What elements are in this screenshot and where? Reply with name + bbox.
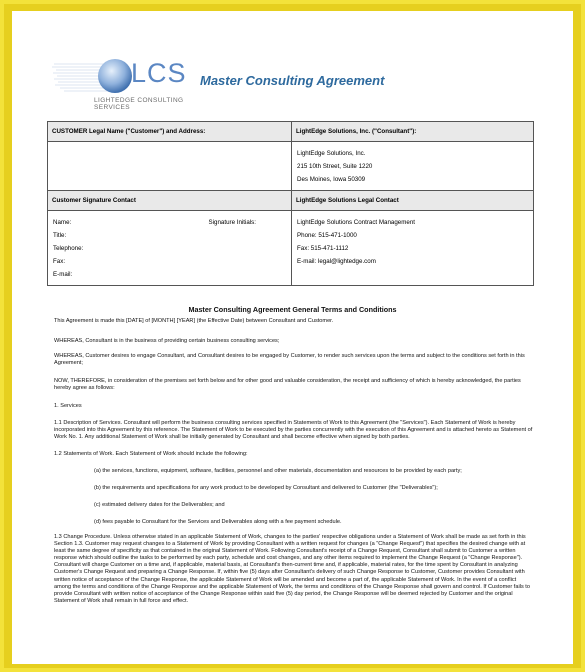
title-label: Title: [53,232,67,239]
document-title: Master Consulting Agreement [200,73,385,88]
customer-header: CUSTOMER Legal Name ("Customer") and Address: [52,128,206,135]
email-label: E-mail: [53,271,73,278]
consultant-contact-line: Fax: 515-471-1112 [297,245,349,252]
consultant-contact-line: LightEdge Solutions Contract Management [297,219,415,226]
customer-contact-cell[interactable] [48,211,292,286]
paragraph-now-therefore: NOW, THEREFORE, in consideration of the premises set forth below and for other good and valuable consideration, the receipt and sufficiency of which is hereby acknowledged, the parties hereby agree as follows: [54,378,521,392]
globe-icon [52,56,142,101]
consultant-address-line: LightEdge Solutions, Inc. [297,150,366,157]
customer-contact-header-cell [48,191,292,211]
company-logo [52,56,202,116]
list-item-c: (c) estimated delivery dates for the Deliverables; and [94,502,225,508]
section-1-1: 1.1 Description of Services. Consultant will perform the business consulting services specified in Statements of Work to this Agreement (the "Services"). Each Statement of Work is hereby incorporated into this Agreement by this reference. The Statement of Work to be executed by the parties concurrently with the execution of this Agreement and is attached hereto as Statement of Work No. 1. Any additional Statement of Work shall be initially generated by Consultant and shall become effective when signed by both parties. [54,420,533,441]
consultant-contact-header: LightEdge Solutions Legal Contact [296,197,399,204]
paragraph-whereas-2: WHEREAS, Customer desires to engage Consultant, and Consultant desires to be engaged by Customer, to render such services upon the terms and subject to the conditions set forth in this Agreement; [54,353,525,367]
consultant-contact-line: E-mail: legal@lightedge.com [297,258,376,265]
customer-header-cell [48,122,292,142]
logo-text: LCS [131,58,187,88]
customer-contact-header: Customer Signature Contact [52,197,136,204]
parties-table [47,121,534,286]
terms-title: Master Consulting Agreement General Terms and Conditions [188,305,397,314]
paragraph-whereas-1: WHEREAS, Consultant is in the business of providing certain business consulting services; [54,338,280,344]
list-item-d: (d) fees payable to Consultant for the Services and Deliverables along with a fee payment schedule. [94,519,342,525]
signature-initials-label: Signature Initials: [208,219,256,226]
consultant-header-cell [292,122,534,142]
telephone-label: Telephone: [53,245,84,252]
name-label: Name: [53,219,72,226]
consultant-address-line: 215 10th Street, Suite 1220 [297,163,373,170]
consultant-header: LightEdge Solutions, Inc. ("Consultant"): [296,128,417,135]
paragraph-effective-date: This Agreement is made this [DATE] of [MONTH] [YEAR] (the Effective Date) between Consultant and Customer. [54,318,334,324]
customer-address-cell[interactable] [48,142,292,191]
section-1-heading: 1. Services [54,403,82,409]
section-1-2: 1.2 Statements of Work. Each Statement of Work should include the following: [54,451,248,457]
consultant-address-line: Des Moines, Iowa 50309 [297,176,366,183]
document-page [12,11,573,664]
consultant-address-cell [292,142,534,191]
consultant-contact-line: Phone: 515-471-1000 [297,232,357,239]
logo-subtitle: LIGHTEDGE CONSULTING SERVICES [94,97,184,111]
consultant-contact-cell [292,211,534,286]
consultant-contact-header-cell [292,191,534,211]
section-1-3: 1.3 Change Procedure. Unless otherwise stated in an applicable Statement of Work, changes to the parties' respective obligations under a Statement of Work shall be made as set forth in this Section 1.3. Customer may request changes to a Statement of Work by providing Consultant with a written request for changes (a "Change Request") that specifies the desired change with at least the same degree of specificity as that contained in the original Statement of Work. Following Consultant's receipt of a Change Request, Consultant shall submit to Customer a written response which should outline the tasks to be performed by each party, schedule and cost changes, and any other items required to implement the Change Request (a "Change Response"). Consultant will charge Customer on a time and, if applicable, material basis, at Consultant's then-current time and, if applicable, material rates, for the time spent by Consultant in analyzing Customer's Change Request and preparing a Change Response. If, within five (5) days after Consultant's delivery of such Change Response to Customer, Customer provides Consultant with written notice of acceptance of the Change Response, the applicable Statement of Work will be amended and become a part of, the applicable Statement of Work. In the event of a conflict among the terms and conditions of the Change Response and the applicable Statement of Work, the terms and conditions of the Change Response shall govern and control. If Customer fails to provide Consultant with written notice of acceptance of the Change Response within said five (5) day period, the Change Response will be deemed rejected by Customer and the original Statement of Work shall remain in full force and effect. [54,534,530,604]
list-item-a: (a) the services, functions, equipment, software, facilities, personnel and other materials, documentation and resources to be provided by each party; [94,468,462,474]
fax-label: Fax: [53,258,66,265]
list-item-b: (b) the requirements and specifications for any work product to be developed by Consultant and delivered to Customer (the "Deliverables"); [94,485,438,491]
